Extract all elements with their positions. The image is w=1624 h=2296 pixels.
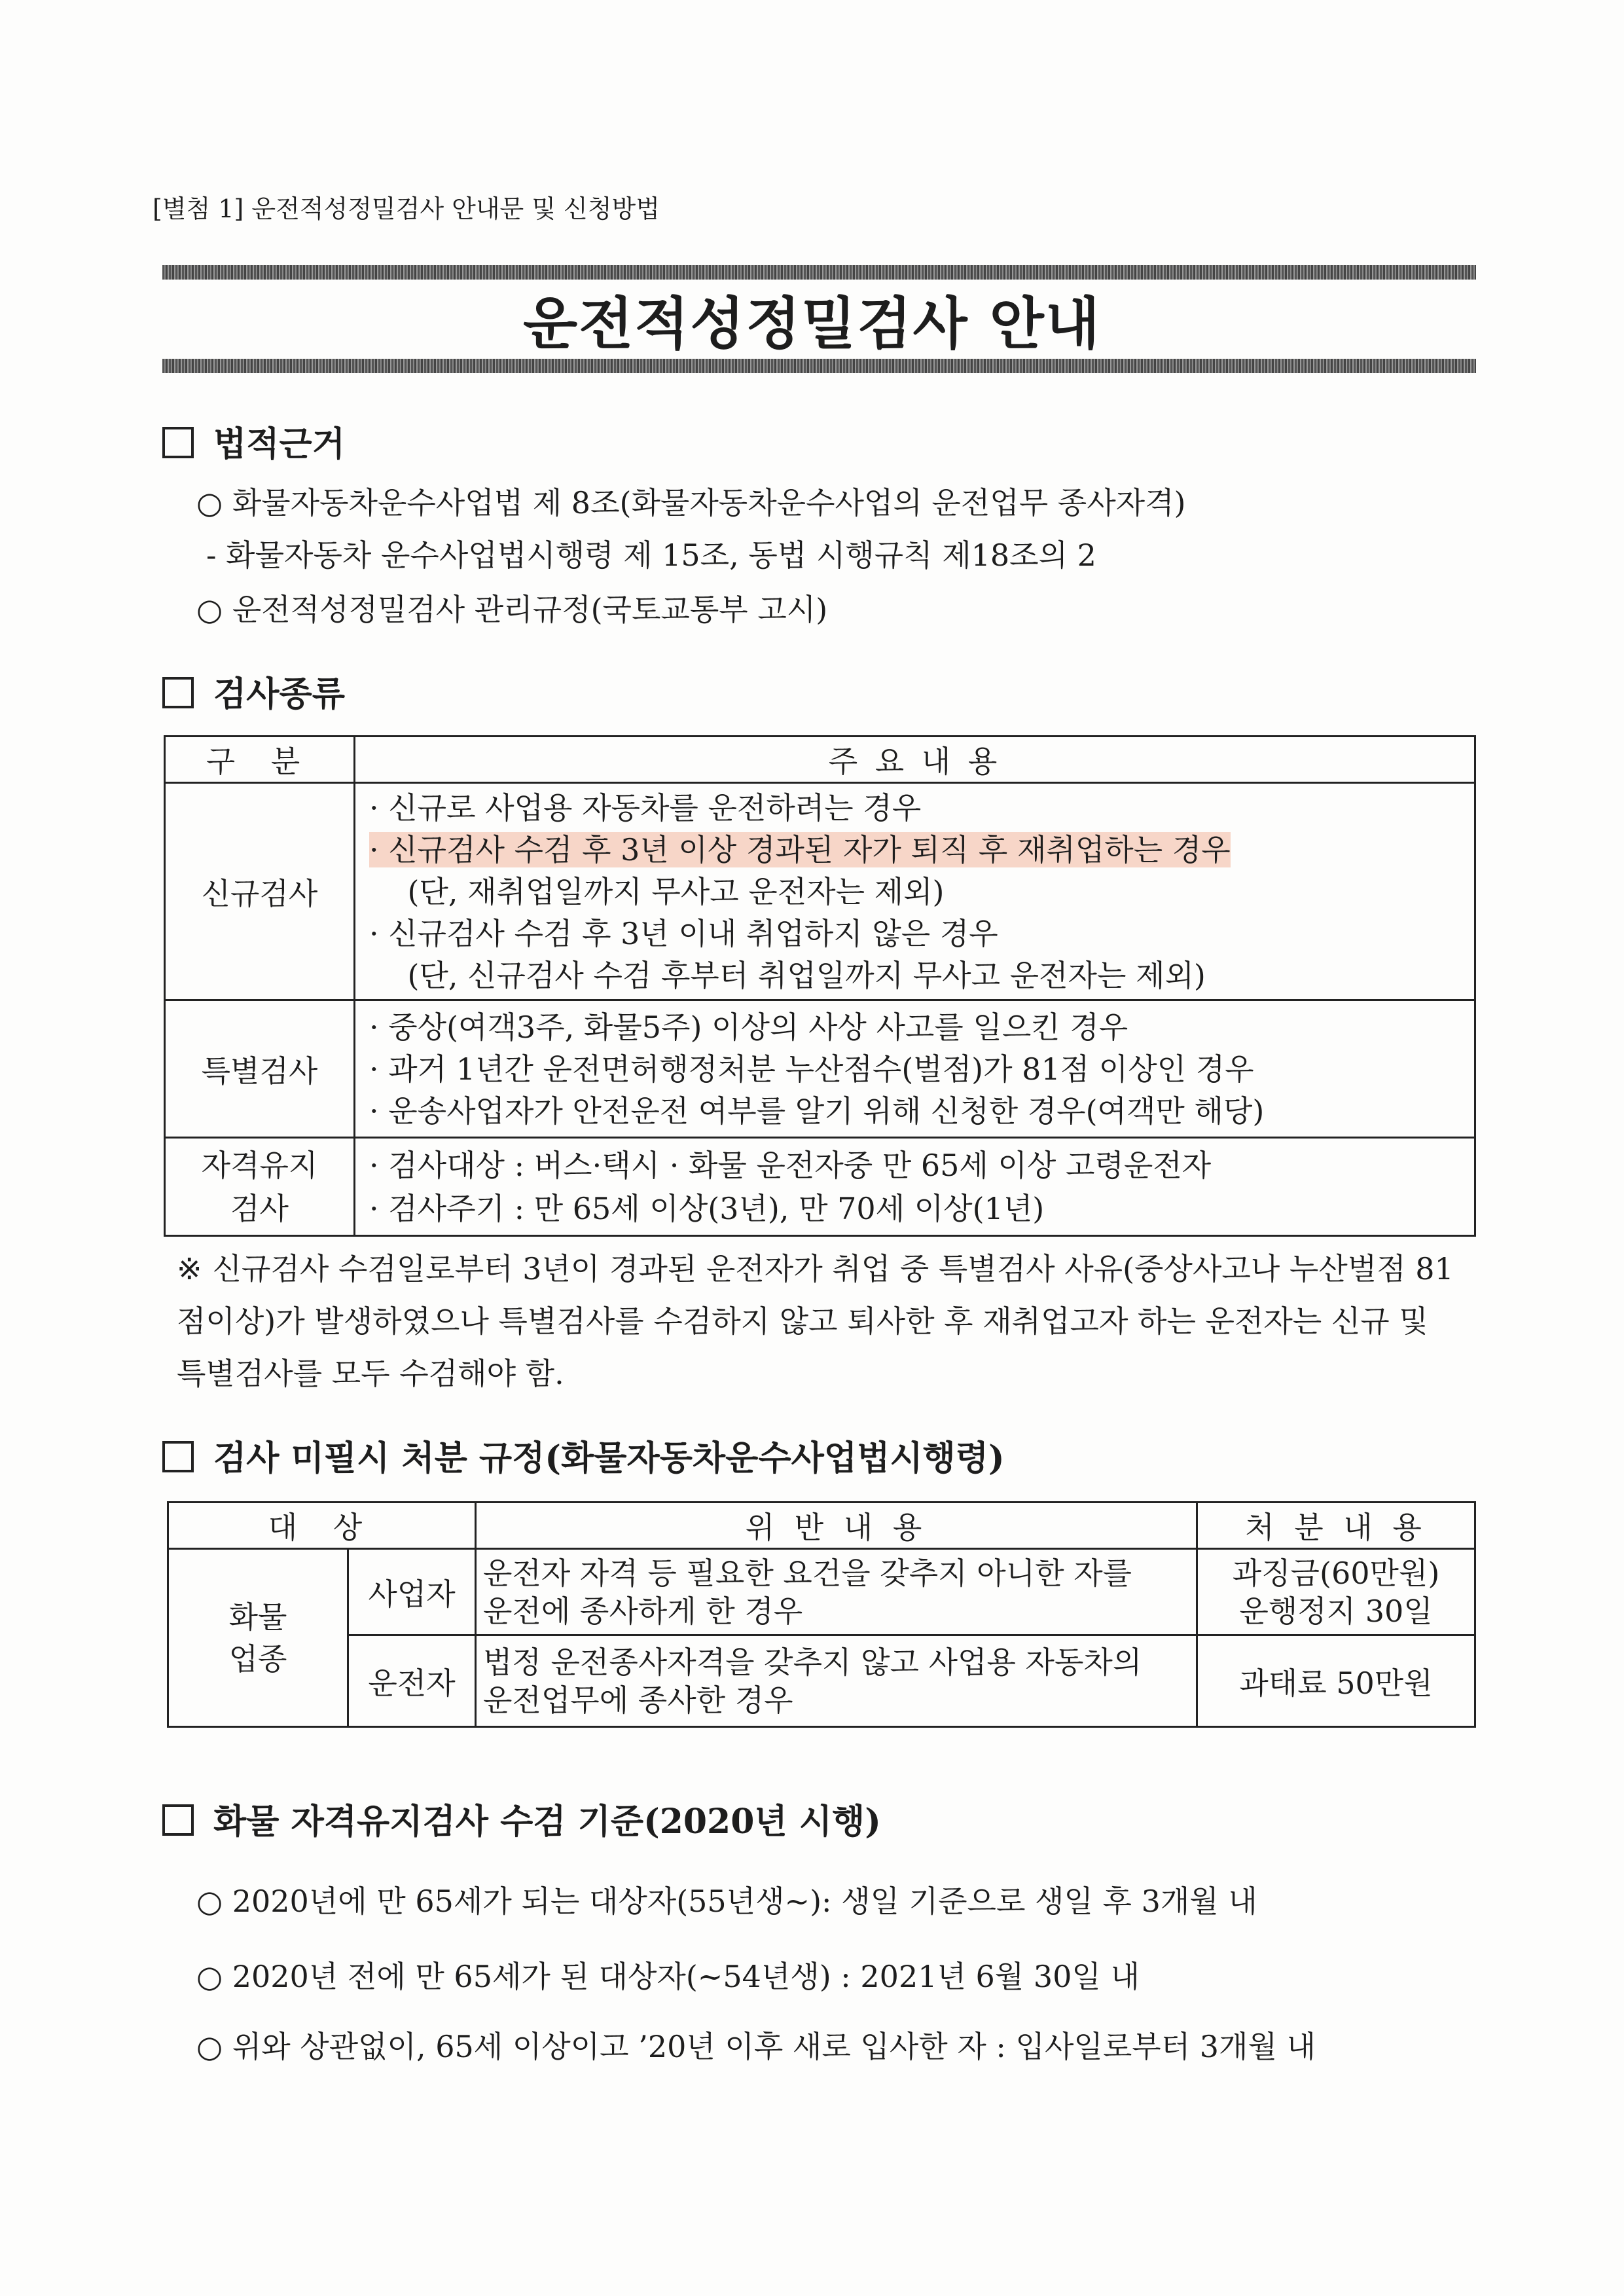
- criteria-line-3: ○ 위와 상관없이, 65세 이상이고 ’20년 이후 새로 입사한 자 : 입사일로부터 3개월 내: [196, 2029, 1316, 2064]
- title-top-bar: [162, 265, 1476, 280]
- violation-cell: [476, 1549, 1197, 1635]
- group-line: 화물: [228, 1599, 287, 1635]
- attachment-label: [별첨 1] 운전적성정밀검사 안내문 및 신청방법: [153, 194, 660, 223]
- list-item: · 신규검사 수검 후 3년 이내 취업하지 않은 경우: [369, 915, 998, 951]
- violation-line: 운전에 종사하게 한 경우: [483, 1593, 803, 1629]
- header-penalty: 처 분 내 용: [1197, 1503, 1475, 1549]
- table-row: [165, 1138, 1475, 1236]
- table-header-row: [165, 737, 1475, 783]
- reference-mark-icon: ※: [177, 1251, 202, 1286]
- header-category: 구 분: [165, 737, 355, 783]
- violation-line: 운전업무에 종사한 경우: [483, 1682, 793, 1718]
- violation-line: 법정 운전종사자격을 갖추지 않고 사업용 자동차의: [483, 1644, 1142, 1680]
- section-heading: 검사 미필시 처분 규정(화물자동차운수사업법시행령): [213, 1438, 1005, 1478]
- section-heading: 법적근거: [213, 424, 345, 464]
- list-item-highlighted: · 신규검사 수검 후 3년 이상 경과된 자가 퇴직 후 재취업하는 경우: [369, 831, 1231, 867]
- checkbox-square-icon: [162, 1804, 194, 1836]
- table-row: [168, 1635, 1475, 1727]
- list-item: · 과거 1년간 운전면허행정처분 누산점수(벌점)가 81점 이상인 경우: [369, 1051, 1254, 1087]
- penalty-cell: 과태료 50만원: [1197, 1635, 1475, 1727]
- group-line: 업종: [228, 1641, 287, 1677]
- legal-line-1: ○ 화물자동차운수사업법 제 8조(화물자동차운수사업의 운전업무 종사자격): [196, 485, 1186, 520]
- table-header-row: [168, 1503, 1475, 1549]
- row-content: [355, 783, 1475, 1000]
- row-content: [355, 1138, 1475, 1236]
- checkbox-square-icon: [162, 427, 194, 458]
- penalty-cell: [1197, 1549, 1475, 1635]
- section-criteria: [162, 1794, 881, 1843]
- list-item: · 신규로 사업용 자동차를 운전하려는 경우: [369, 790, 922, 826]
- section-legal-basis: [162, 416, 345, 465]
- list-item: (단, 재취업일까지 무사고 운전자는 제외): [369, 873, 945, 909]
- page-title: 운전적성정밀검사 안내: [523, 291, 1101, 357]
- legal-line-2: - 화물자동차 운수사업법시행령 제 15조, 동법 시행규칙 제18조의 2: [206, 538, 1096, 573]
- legal-line-3: ○ 운전적성정밀검사 관리규정(국토교통부 고시): [196, 592, 828, 627]
- section-heading: 화물 자격유지검사 수검 기준(2020년 시행): [213, 1802, 881, 1842]
- row-category: 신규검사: [165, 783, 355, 1000]
- checkbox-square-icon: [162, 677, 194, 708]
- subject-cell: 운전자: [348, 1635, 476, 1727]
- table-row: [165, 783, 1475, 1000]
- row-category: [165, 1138, 355, 1236]
- list-item: · 검사주기 : 만 65세 이상(3년), 만 70세 이상(1년): [369, 1190, 1045, 1226]
- penalty-line: 운행정지 30일: [1239, 1593, 1433, 1629]
- section-penalty: [162, 1430, 1005, 1480]
- list-item: · 중상(여객3주, 화물5주) 이상의 사상 사고를 일으킨 경우: [369, 1009, 1128, 1045]
- list-item: · 운송사업자가 안전운전 여부를 알기 위해 신청한 경우(여객만 해당): [369, 1093, 1265, 1129]
- test-types-table: [164, 735, 1476, 1237]
- violation-cell: [476, 1635, 1197, 1727]
- row-content: [355, 1000, 1475, 1138]
- section-heading: 검사종류: [213, 674, 345, 714]
- violation-line: 운전자 자격 등 필요한 요건을 갖추지 아니한 자를: [483, 1555, 1132, 1591]
- criteria-line-1: ○ 2020년에 만 65세가 되는 대상자(55년생~): 생일 기준으로 생일 후 3개월 내: [196, 1884, 1257, 1919]
- title-bottom-bar: [162, 359, 1476, 373]
- header-violation: 위 반 내 용: [476, 1503, 1197, 1549]
- header-target: 대 상: [168, 1503, 476, 1549]
- category-line: 검사: [230, 1190, 289, 1226]
- table-row: [165, 1000, 1475, 1138]
- category-line: 자격유지: [201, 1147, 318, 1183]
- section-test-types: [162, 666, 345, 716]
- group-cell: [168, 1549, 348, 1727]
- checkbox-square-icon: [162, 1441, 194, 1472]
- penalty-table: [167, 1501, 1476, 1728]
- note-text: 신규검사 수검일로부터 3년이 경과된 운전자가 취업 중 특별검사 사유(중상사고나 누산벌점 81점이상)가 발생하였으나 특별검사를 수검하지 않고 퇴사한 후 재취업고자 하는 운전자는 신규 및 특별검사를 모두 수검해야 함.: [177, 1251, 1454, 1391]
- subject-cell: 사업자: [348, 1549, 476, 1635]
- criteria-line-2: ○ 2020년 전에 만 65세가 된 대상자(~54년생) : 2021년 6월 30일 내: [196, 1959, 1140, 1994]
- header-content: 주 요 내 용: [355, 737, 1475, 783]
- list-item: · 검사대상 : 버스·택시 · 화물 운전자중 만 65세 이상 고령운전자: [369, 1147, 1212, 1183]
- row-category: 특별검사: [165, 1000, 355, 1138]
- table-row: [168, 1549, 1475, 1635]
- list-item: (단, 신규검사 수검 후부터 취업일까지 무사고 운전자는 제외): [369, 957, 1206, 993]
- note: [177, 1243, 1460, 1400]
- penalty-line: 과징금(60만원): [1232, 1555, 1440, 1591]
